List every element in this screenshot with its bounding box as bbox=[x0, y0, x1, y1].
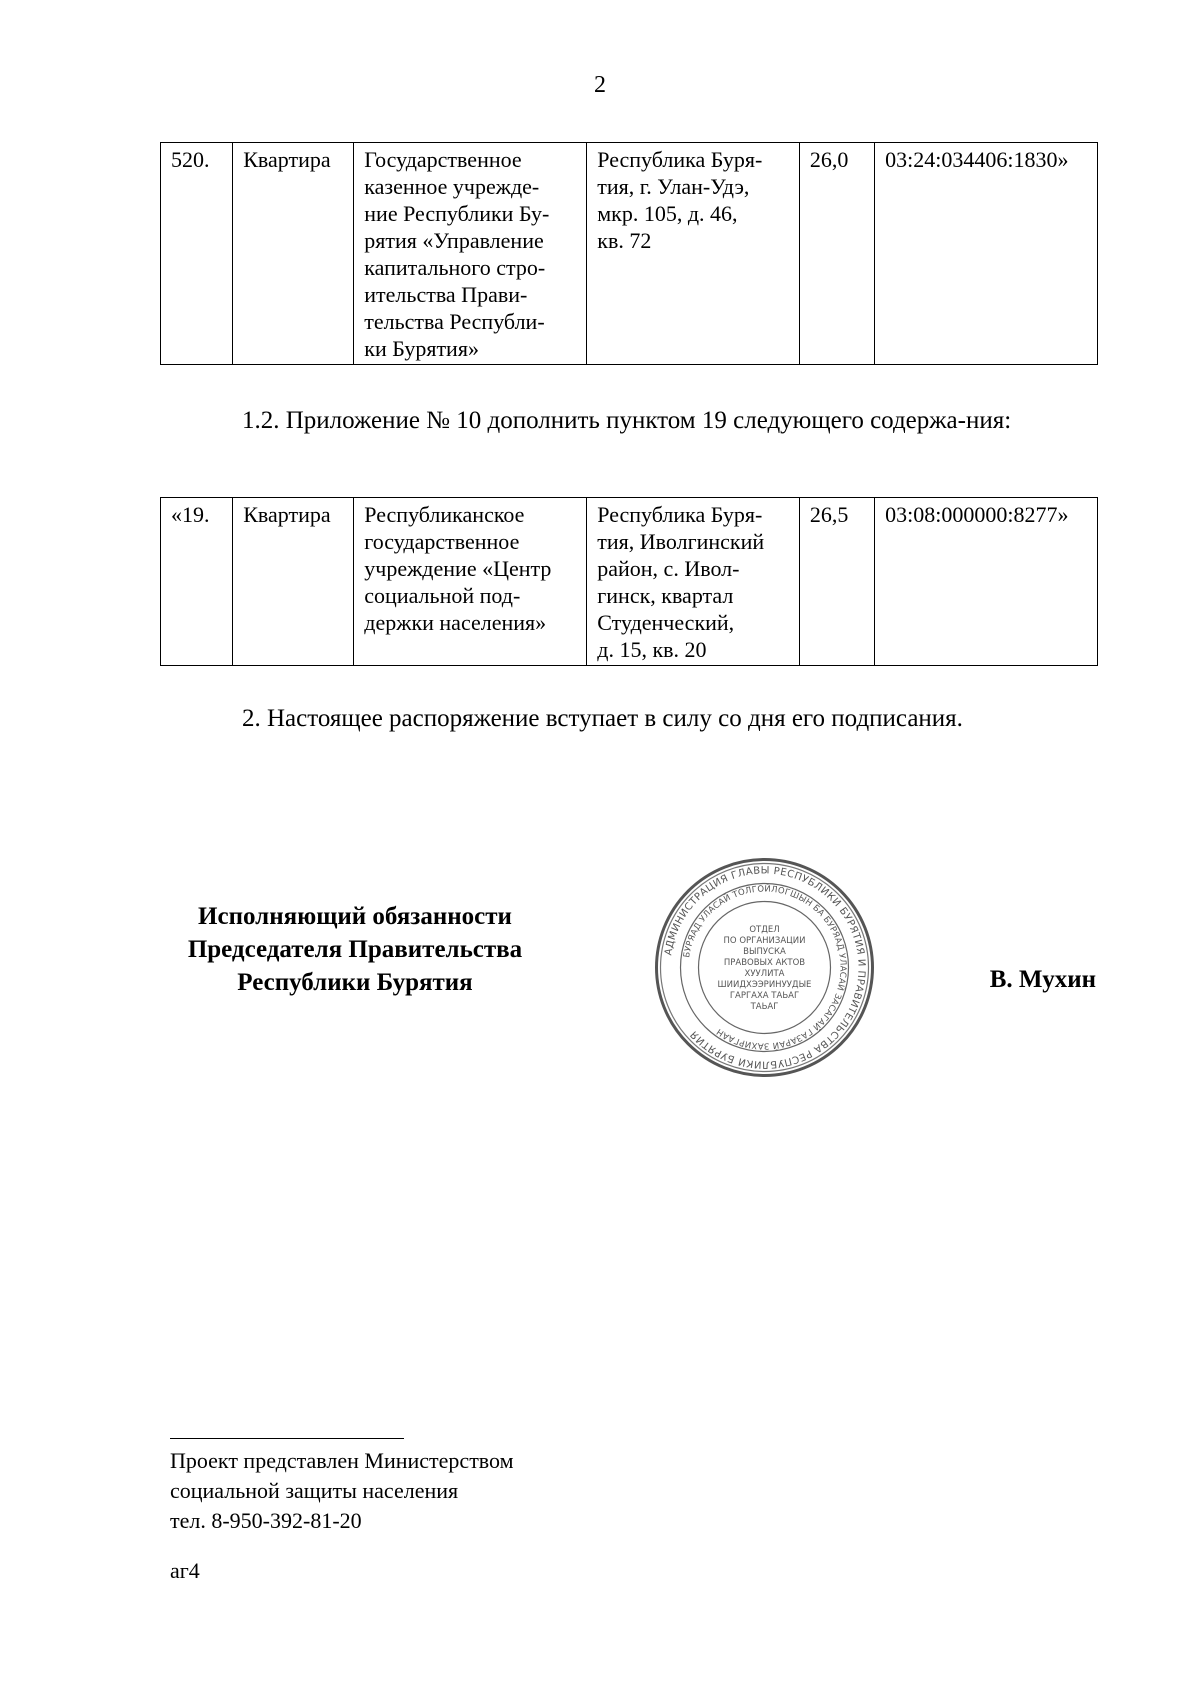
signer-name: В. Мухин bbox=[989, 966, 1096, 993]
footnote-line: тел. 8-950-392-81-20 bbox=[170, 1508, 362, 1533]
seal-center-text: ПО ОРГАНИЗАЦИИ bbox=[723, 936, 806, 946]
footnote bbox=[170, 1446, 514, 1536]
document-code: аг4 bbox=[170, 1558, 200, 1583]
property-type: Квартира bbox=[233, 498, 354, 666]
row-number: 520. bbox=[161, 143, 233, 365]
official-seal-stamp bbox=[652, 855, 877, 1080]
area: 26,5 bbox=[799, 498, 874, 666]
footnote-divider bbox=[170, 1438, 404, 1439]
seal-center-text: ПРАВОВЫХ АКТОВ bbox=[723, 958, 806, 968]
property-type: Квартира bbox=[233, 143, 354, 365]
seal-center-text: ГАРГАХА ТАЬАГ bbox=[729, 991, 800, 1001]
table-row bbox=[161, 498, 1098, 666]
signer-title-line: Республики Бурятия bbox=[237, 969, 473, 996]
property-table-1 bbox=[160, 142, 1098, 365]
footnote-line: социальной защиты населения bbox=[170, 1478, 459, 1503]
rightholder: Республиканское государственное учреждение «Центр социальной под- держки населения» bbox=[354, 498, 587, 666]
signer-title-line: Председателя Правительства bbox=[187, 936, 523, 963]
rightholder: Государственное казенное учрежде- ние Республики Бу- рятия «Управление капитального стро- ительства Прави- тельства Республи- ки Бурятия» bbox=[354, 143, 587, 365]
footnote-line: Проект представлен Министерством bbox=[170, 1448, 514, 1473]
paragraph-2: 2. Настоящее распоряжение вступает в силу со дня его подписания. bbox=[242, 705, 963, 732]
area: 26,0 bbox=[799, 143, 874, 365]
row-number: «19. bbox=[161, 498, 233, 666]
paragraph-1-2-text: 1.2. Приложение № 10 дополнить пунктом 19 следующего содержа-ния: bbox=[242, 407, 1012, 434]
signer-title-line: Исполняющий обязанности bbox=[198, 903, 512, 930]
paragraph-1-2 bbox=[160, 404, 1098, 437]
page-number: 2 bbox=[594, 72, 606, 98]
property-table-2 bbox=[160, 497, 1098, 666]
seal-center-text: ХУУЛИТА bbox=[744, 969, 785, 979]
svg-text:АДМИНИСТРАЦИЯ ГЛАВЫ РЕСПУБЛИКИ: АДМИНИСТРАЦИЯ ГЛАВЫ РЕСПУБЛИКИ БУРЯТИЯ И ПРАВИТЕЛЬСТВА РЕСПУБЛИКИ БУРЯТИЯ bbox=[663, 865, 867, 1070]
cadastral-number: 03:08:000000:8277» bbox=[875, 498, 1098, 666]
seal-center-text: ВЫПУСКА bbox=[743, 947, 786, 957]
signer-title bbox=[160, 900, 550, 999]
svg-text:БУРЯАД УЛАСАЙ ТОЛГОЙЛОГШЫН БА: БУРЯАД УЛАСАЙ ТОЛГОЙЛОГШЫН БА БУРЯАД УЛАСАЙ ЗАСАГАЙ ГАЗАРАЙ ЗАХИРГААН bbox=[682, 884, 848, 1051]
seal-center-text: ОТДЕЛ bbox=[749, 925, 780, 935]
seal-center-text: ТАЬАГ bbox=[750, 1002, 779, 1012]
address: Республика Буря- тия, Иволгинский район, с. Ивол- гинск, квартал Студенческий, д. 15, кв. 20 bbox=[587, 498, 800, 666]
table-row bbox=[161, 143, 1098, 365]
seal-center-text: ШИИДХЭЭРИНУУДЫЕ bbox=[717, 980, 812, 990]
cadastral-number: 03:24:034406:1830» bbox=[875, 143, 1098, 365]
address: Республика Буря- тия, г. Улан-Удэ, мкр. 105, д. 46, кв. 72 bbox=[587, 143, 800, 365]
